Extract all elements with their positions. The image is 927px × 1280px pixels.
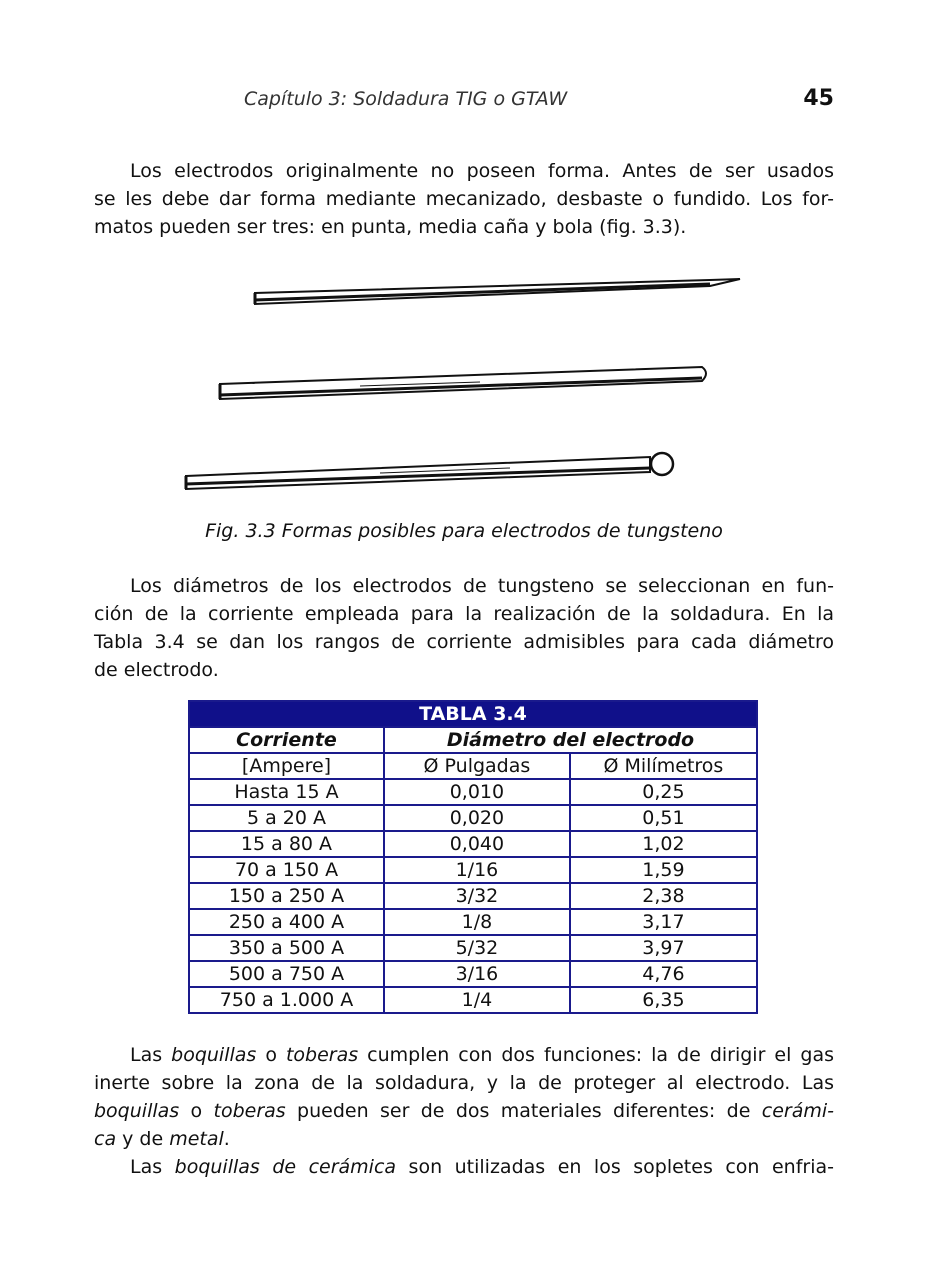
table-3-4 — [188, 700, 758, 1014]
table-row — [189, 883, 757, 909]
cell-mm: 6,35 — [570, 987, 757, 1013]
cell-current: 150 a 250 A — [189, 883, 384, 909]
table-row — [189, 961, 757, 987]
electrode-shapes-figure — [180, 262, 760, 502]
cell-mm: 3,17 — [570, 909, 757, 935]
cell-inches: 1/4 — [384, 987, 570, 1013]
text-line: Los diámetros de los electrodos de tungsteno se seleccionan en fun- — [130, 575, 834, 597]
cell-current: 500 a 750 A — [189, 961, 384, 987]
chapter-title: Capítulo 3: Soldadura TIG o GTAW — [244, 88, 568, 110]
cell-inches: 1/16 — [384, 857, 570, 883]
cell-current: Hasta 15 A — [189, 779, 384, 805]
cell-inches: 5/32 — [384, 935, 570, 961]
table-row — [189, 805, 757, 831]
table-caption: TABLA 3.4 — [189, 701, 757, 727]
header-current-unit: [Ampere] — [189, 753, 384, 779]
header-current: Corriente — [189, 727, 384, 753]
text-line: ca y de metal. — [94, 1128, 230, 1150]
text-line: Tabla 3.4 se dan los rangos de corriente admisibles para cada diámetro — [94, 631, 834, 653]
cell-mm: 1,02 — [570, 831, 757, 857]
text-line: matos pueden ser tres: en punta, media caña y bola (fig. 3.3). — [94, 216, 687, 238]
cell-current: 350 a 500 A — [189, 935, 384, 961]
header-mm: Ø Milímetros — [570, 753, 757, 779]
text-line: de electrodo. — [94, 659, 219, 681]
table-row — [189, 857, 757, 883]
header-diameter: Diámetro del electrodo — [384, 727, 757, 753]
text-line: Los electrodos originalmente no poseen forma. Antes de ser usados — [130, 160, 834, 182]
page-number: 45 — [803, 86, 834, 111]
text-line: Las boquillas de cerámica son utilizadas en los sopletes con enfria- — [130, 1156, 834, 1178]
half-round-electrode — [220, 367, 706, 399]
text-line: Las boquillas o toberas cumplen con dos funciones: la de dirigir el gas — [130, 1044, 834, 1066]
cell-inches: 3/32 — [384, 883, 570, 909]
table-row — [189, 987, 757, 1013]
ball-electrode — [186, 453, 673, 489]
cell-mm: 4,76 — [570, 961, 757, 987]
paragraph-electrode-diameters — [94, 572, 834, 684]
text-line: se les debe dar forma mediante mecanizado, desbaste o fundido. Los for- — [94, 188, 834, 210]
header-inches: Ø Pulgadas — [384, 753, 570, 779]
cell-inches: 0,040 — [384, 831, 570, 857]
paragraph-ceramic-nozzles — [94, 1153, 834, 1181]
table-row — [189, 831, 757, 857]
cell-mm: 0,51 — [570, 805, 757, 831]
text-line: boquillas o toberas pueden ser de dos materiales diferentes: de cerámi- — [94, 1100, 834, 1122]
paragraph-electrode-shapes — [94, 157, 834, 241]
cell-mm: 2,38 — [570, 883, 757, 909]
cell-mm: 0,25 — [570, 779, 757, 805]
cell-mm: 3,97 — [570, 935, 757, 961]
cell-inches: 3/16 — [384, 961, 570, 987]
cell-inches: 0,020 — [384, 805, 570, 831]
cell-current: 750 a 1.000 A — [189, 987, 384, 1013]
table-row — [189, 935, 757, 961]
table-row — [189, 779, 757, 805]
figure-caption: Fig. 3.3 Formas posibles para electrodos de tungsteno — [205, 520, 723, 542]
cell-inches: 0,010 — [384, 779, 570, 805]
cell-current: 15 a 80 A — [189, 831, 384, 857]
paragraph-nozzles — [94, 1041, 834, 1153]
page-header — [94, 88, 834, 116]
cell-inches: 1/8 — [384, 909, 570, 935]
cell-current: 250 a 400 A — [189, 909, 384, 935]
text-line: inerte sobre la zona de la soldadura, y la de proteger al electrodo. Las — [94, 1072, 834, 1094]
cell-mm: 1,59 — [570, 857, 757, 883]
cell-current: 5 a 20 A — [189, 805, 384, 831]
table-row — [189, 909, 757, 935]
text-line: ción de la corriente empleada para la realización de la soldadura. En la — [94, 603, 834, 625]
cell-current: 70 a 150 A — [189, 857, 384, 883]
pointed-electrode — [255, 279, 740, 304]
